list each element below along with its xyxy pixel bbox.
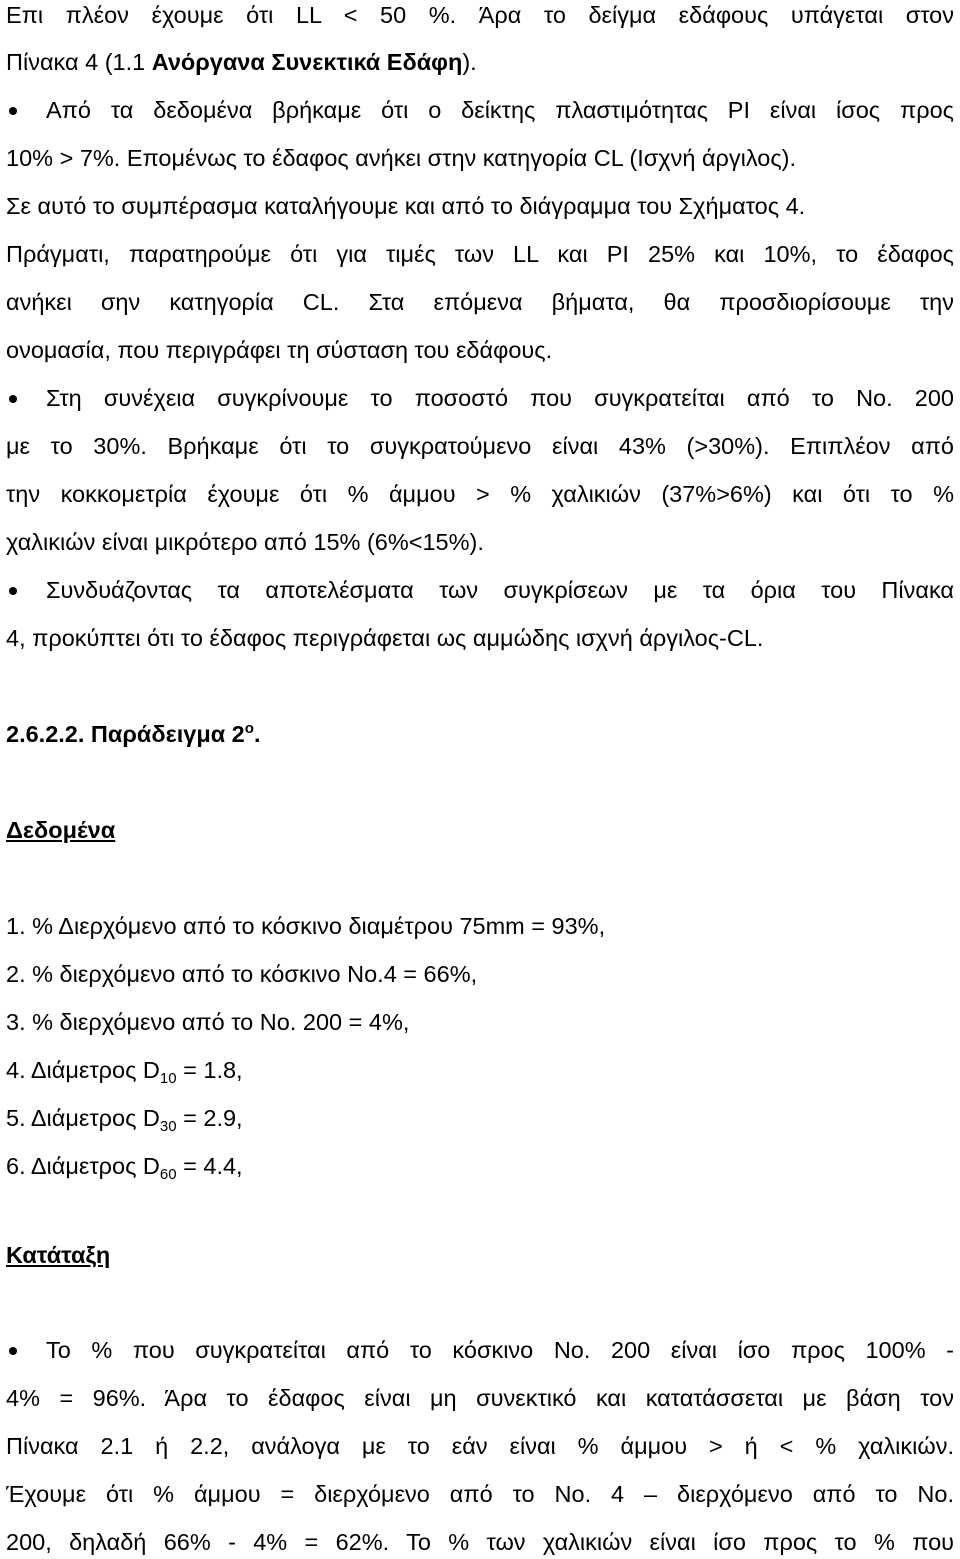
text-line: χαλικιών είναι μικρότερο από 15% (6%<15%).	[6, 529, 484, 555]
text-line: Πίνακα 2.1 ή 2.2, ανάλογα με το εάν είναι % άμμου > ή < % χαλικιών.	[6, 1433, 954, 1459]
text-span: = 4.4,	[176, 1153, 243, 1179]
text-span: Από τα δεδομένα βρήκαμε ότι ο δείκτης πλαστιμότητας PI είναι ίσος προς	[46, 97, 954, 123]
text-span: 6. Διάμετρος D	[6, 1153, 160, 1179]
text-span: 60	[159, 1166, 177, 1183]
data-heading: Δεδομένα	[6, 817, 116, 843]
text-span: ).	[462, 49, 477, 75]
text-line: Επι πλέον έχουμε ότι LL < 50 %. Άρα το δείγμα εδάφους υπάγεται στον	[6, 2, 954, 28]
bullet-icon	[9, 587, 17, 595]
text-line: 4, προκύπτει ότι το έδαφος περιγράφεται ως αμμώδης ισχνή άργιλος-CL.	[6, 625, 764, 651]
text-line: 4% = 96%. Άρα το έδαφος είναι μη συνεκτικό και κατατάσσεται με βάση τον	[6, 1385, 954, 1411]
bullet-item	[6, 1335, 954, 1365]
bullet-icon	[9, 1347, 17, 1355]
data-item	[6, 1103, 954, 1137]
bullet-item	[6, 575, 954, 605]
bullet-item	[6, 95, 954, 125]
text-span: = 2.9,	[176, 1105, 243, 1131]
text-span: 2.6.2.2. Παράδειγμα 2	[6, 721, 245, 747]
text-line: Έχουμε ότι % άμμου = διερχόμενο από το No. 4 – διερχόμενο από το No.	[6, 1481, 954, 1507]
text-span: .	[253, 721, 261, 747]
text-span: 30	[159, 1118, 177, 1135]
text-line: την κοκκομετρία έχουμε ότι % άμμου > % χαλικιών (37%>6%) και ότι το %	[6, 481, 954, 507]
text-line: ονομασία, που περιγράφει τη σύσταση του εδάφους.	[6, 337, 553, 363]
data-item: 2. % διερχόμενο από το κόσκινο No.4 = 66%,	[6, 961, 478, 987]
text-line: ανήκει σην κατηγορία CL. Στα επόμενα βήματα, θα προσδιορίσουμε την	[6, 289, 954, 315]
text-span: Πίνακα 4 (1.1	[6, 49, 152, 75]
section-heading	[6, 719, 954, 753]
text-line: Σε αυτό το συμπέρασμα καταλήγουμε και από το διάγραμμα του Σχήματος 4.	[6, 193, 806, 219]
bullet-icon	[9, 107, 17, 115]
text-line: Πράγματι, παρατηρούμε ότι για τιμές των LL και PI 25% και 10%, το έδαφος	[6, 241, 954, 267]
text-line: με το 30%. Βρήκαμε ότι το συγκρατούμενο είναι 43% (>30%). Επιπλέον από	[6, 433, 954, 459]
data-item: 1. % Διερχόμενο από το κόσκινο διαμέτρου 75mm = 93%,	[6, 913, 606, 939]
text-span: 10	[159, 1070, 177, 1087]
text-line: 200, δηλαδή 66% - 4% = 62%. Το % των χαλικιών είναι ίσο προς το % που	[6, 1529, 954, 1555]
text-span: ο	[244, 720, 254, 737]
data-item: 3. % διερχόμενο από το No. 200 = 4%,	[6, 1009, 410, 1035]
data-item	[6, 1055, 954, 1089]
text-span: 5. Διάμετρος D	[6, 1105, 160, 1131]
text-span: = 1.8,	[176, 1057, 243, 1083]
text-span: 4. Διάμετρος D	[6, 1057, 160, 1083]
text-span: Στη συνέχεια συγκρίνουμε το ποσοστό που συγκρατείται από το No. 200	[46, 385, 954, 411]
text-line	[6, 47, 954, 77]
bullet-icon	[9, 395, 17, 403]
text-span: Το % που συγκρατείται από το κόσκινο No. 200 είναι ίσο προς 100% -	[46, 1337, 954, 1363]
table-category-bold: Ανόργανα Συνεκτικά Εδάφη	[151, 49, 463, 75]
text-span: Συνδυάζοντας τα αποτελέσματα των συγκρίσεων με τα όρια του Πίνακα	[46, 577, 954, 603]
classification-heading: Κατάταξη	[6, 1242, 111, 1268]
text-line: 10% > 7%. Επομένως το έδαφος ανήκει στην κατηγορία CL (Ισχνή άργιλος).	[6, 145, 797, 171]
bullet-item	[6, 383, 954, 413]
data-item	[6, 1151, 954, 1185]
